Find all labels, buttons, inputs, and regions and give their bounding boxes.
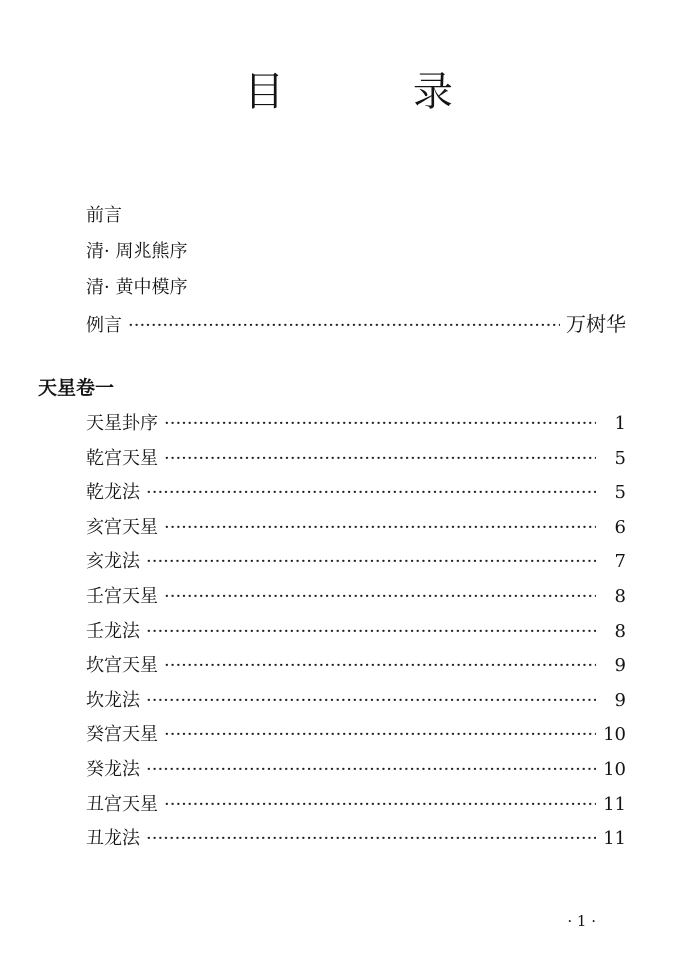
front-matter-label: 前言 [86,205,122,226]
toc-entry-label: 丑宫天星 [86,793,158,815]
toc-entry-page: 8 [614,620,626,642]
toc-entry-label: 丑龙法 [86,828,140,850]
toc-entry-label: 癸龙法 [86,758,140,780]
dot-leader [146,684,596,719]
toc-entry[interactable] [86,580,626,615]
toc-entry-page: 1 [614,413,626,434]
dot-leader [146,615,596,650]
toc-entry[interactable] [86,615,626,650]
dot-leader [164,718,596,753]
toc-entry-page: 11 [603,828,626,850]
toc-entry[interactable] [86,442,626,477]
front-matter-list [86,198,626,342]
toc-entry[interactable] [86,684,626,719]
toc-entry-label: 乾宫天星 [86,447,158,469]
dot-leader [164,407,596,442]
dot-leader [164,580,596,615]
dot-leader [128,308,560,344]
toc-entry-page: 8 [614,585,626,607]
toc-entry-label: 坎宫天星 [86,655,158,677]
dot-leader [164,788,596,823]
toc-entry-page: 10 [603,758,626,780]
toc-entry-page: 6 [614,516,626,538]
toc-entry[interactable] [86,822,626,857]
toc-entry[interactable] [86,718,626,753]
toc-entry-label: 亥龙法 [86,551,140,573]
toc-entry-label: 壬宫天星 [86,585,158,607]
dot-leader [146,822,596,857]
toc-entry[interactable] [86,545,626,580]
front-matter-item[interactable] [86,306,626,342]
toc-entry-page: 11 [603,793,626,815]
dot-leader [164,649,596,684]
front-matter-item[interactable] [86,270,626,306]
toc-entry-label: 癸宫天星 [86,724,158,746]
dot-leader [164,511,596,546]
toc-entry-page: 7 [614,551,626,573]
dot-leader [146,545,596,580]
toc-entry-page: 9 [614,689,626,711]
front-matter-author: 万树华 [566,312,626,336]
dot-leader [146,753,596,788]
page-number: · 1 · [567,912,596,930]
toc-entry-label: 乾龙法 [86,482,140,504]
toc-entry-page: 9 [614,655,626,677]
toc-entry-label: 壬龙法 [86,620,140,642]
page-title: 目 录 [244,69,511,115]
toc-entry[interactable] [86,476,626,511]
toc-entry[interactable] [86,407,626,442]
toc-entry[interactable] [86,788,626,823]
toc-entry-label: 坎龙法 [86,689,140,711]
dot-leader [146,476,596,511]
dot-leader [164,442,596,477]
toc-entry[interactable] [86,649,626,684]
front-matter-label: 清· 周兆熊序 [86,241,188,262]
front-matter-item[interactable] [86,234,626,270]
front-matter-item[interactable] [86,198,626,234]
toc-entry-page: 5 [614,447,626,469]
section-heading: 天星卷一 [38,377,115,399]
toc-entry[interactable] [86,753,626,788]
toc-entry[interactable] [86,511,626,546]
toc-entry-page: 10 [603,724,626,746]
toc-entry-label: 天星卦序 [86,413,158,434]
front-matter-label: 清· 黄中模序 [86,277,188,298]
front-matter-label: 例言 [86,315,122,336]
toc-list [86,407,626,857]
toc-entry-label: 亥宫天星 [86,516,158,538]
toc-entry-page: 5 [614,482,626,504]
